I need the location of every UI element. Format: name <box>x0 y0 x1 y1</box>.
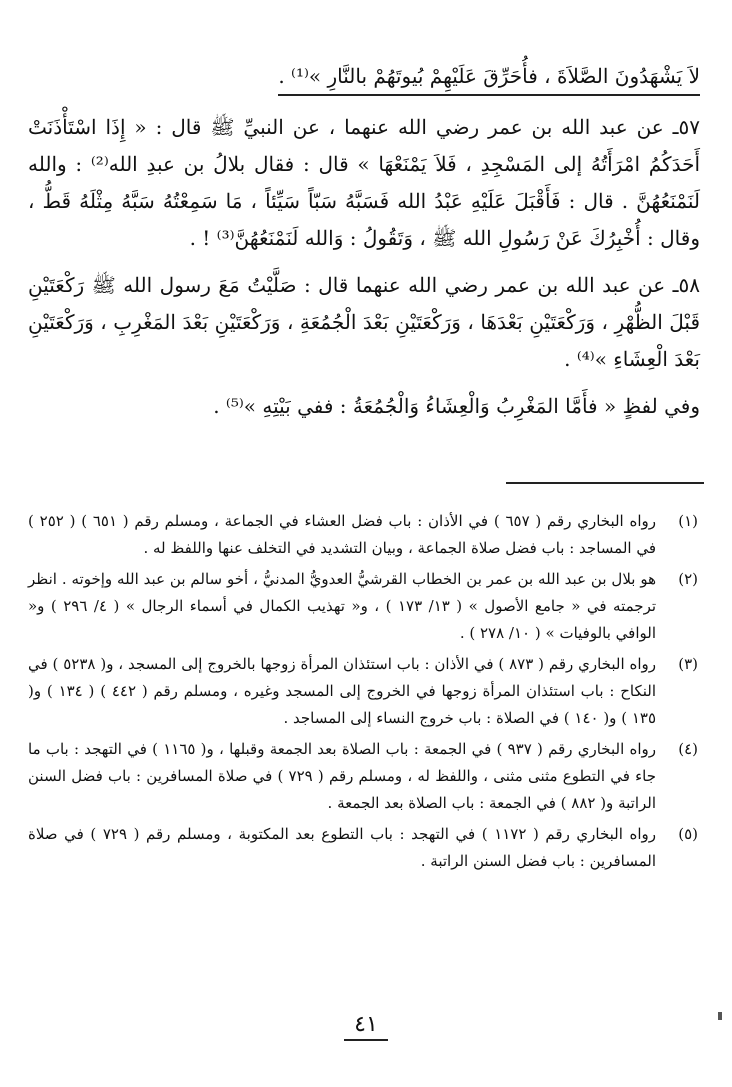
page-number-text: ٤١ <box>344 1012 388 1041</box>
footnote-text: رواه البخاري رقم ( ١١٧٢ ) في التهجد : باب التطوع بعد المكتوبة ، ومسلم رقم ( ٧٢٩ ) في صلاة المسافرين : باب فضل السنن الراتبة . <box>28 825 657 870</box>
hadith-56-end-text: لاَ يَشْهَدُونَ الصَّلاَةَ ، فأُحَرِّقَ عَلَيْهِمْ بُيوتَهُمْ بالنَّارِ »⁽¹⁾ . <box>278 64 700 96</box>
footnote-number: (٢) <box>678 570 698 588</box>
footnote-item <box>28 508 698 562</box>
footnote-text: رواه البخاري رقم ( ٦٥٧ ) في الأذان : باب فضل العشاء في الجماعة ، ومسلم رقم ( ٦٥١ ) ( ٢٥٢ ) في المساجد : باب فضل صلاة الجماعة ، وبيان التشديد في التخلف عنها واللفظ له . <box>28 512 657 557</box>
footnote-item <box>28 736 698 817</box>
footnotes <box>28 508 698 879</box>
footnote-number: (٤) <box>678 740 698 758</box>
footnote-item <box>28 821 698 875</box>
footnote-item <box>28 651 698 732</box>
footnote-item <box>28 566 698 647</box>
hadith-57: ٥٧ـ عن عبد الله بن عمر رضي الله عنهما ، عن النبيِّ ﷺ قال : « إِذَا اسْتَأْذَنَتْ أَحَدَكُمُ امْرَأَتُهُ إلى المَسْجِدِ ، فَلاَ يَمْنَعْهَا » قال : فقال بلالُ بن عبدِ الله⁽²⁾ : والله لَنَمْنَعُهُنَّ . قال : فَأَقْبَلَ عَلَيْهِ عَبْدُ الله فَسَبَّهُ سَبّاً سَيِّئاً ، مَا سَمِعْتُهُ سَبَّهُ مِثْلَهُ قَطُّ ، وقال : أُخْبِرُكَ عَنْ رَسُولِ الله ﷺ ، وَتَقُولُ : وَالله لَنَمْنَعُهُنَّ⁽³⁾ ! . <box>28 115 700 250</box>
hadith-58-variant: وفي لفظٍ « فأَمَّا المَغْرِبُ وَالْعِشَاءُ وَالْجُمُعَةُ : ففي بَيْتِهِ »⁽⁵⁾ . <box>213 394 700 418</box>
hadith-56-end <box>28 58 700 95</box>
footnote-number: (٥) <box>678 825 698 843</box>
page-number <box>0 1012 732 1037</box>
footnote-text: هو بلال بن عبد الله بن عمر بن الخطاب القرشيُّ العدويُّ المدنيُّ ، أخو سالم بن عبد الله وإخوته . انظر ترجمته في « جامع الأصول » ( ١٣/ ١٧٣ ) ، و« تهذيب الكمال في أسماء الرجال » ( ٤/ ٢٩٦ ) و« الوافي بالوفيات » ( ١٠/ ٢٧٨ ) . <box>28 570 657 642</box>
footnote-text: رواه البخاري رقم ( ٨٧٣ ) في الأذان : باب استئذان المرأة زوجها بالخروج إلى المسجد ، و( ٥٢٣٨ ) في النكاح : باب استئذان المرأة زوجها في الخروج إلى المسجد وغيره ، ومسلم رقم ( ٤٤٢ ) ( ١٣٤ ) و( ١٣٥ ) و( ١٤٠ ) في الصلاة : باب خروج النساء إلى المساجد . <box>28 655 657 727</box>
footnote-number: (٣) <box>678 655 698 673</box>
hadith-58: ٥٨ـ عن عبد الله بن عمر رضي الله عنهما قال : صَلَّيْتُ مَعَ رسول الله ﷺ رَكْعَتَيْنِ قَبْلَ الظُّهْرِ ، وَرَكْعَتَيْنِ بَعْدَهَا ، وَرَكْعَتَيْنِ بَعْدَ الْجُمُعَةِ ، وَرَكْعَتَيْنِ بَعْدَ المَغْرِبِ ، وَرَكْعَتَيْنِ بَعْدَ الْعِشَاءِ »⁽⁴⁾ . <box>28 273 700 371</box>
main-text <box>28 58 700 435</box>
scan-speck <box>718 1012 722 1020</box>
footnote-number: (١) <box>678 512 698 530</box>
footnote-divider <box>506 482 704 484</box>
footnote-text: رواه البخاري رقم ( ٩٣٧ ) في الجمعة : باب الصلاة بعد الجمعة وقبلها ، و( ١١٦٥ ) في التهجد : باب ما جاء في التطوع مثنى مثنى ، واللفظ له ، ومسلم رقم ( ٧٢٩ ) في صلاة المسافرين : باب فضل السنن الراتبة و( ٨٨٢ ) في الجمعة : باب الصلاة بعد الجمعة . <box>28 740 656 812</box>
